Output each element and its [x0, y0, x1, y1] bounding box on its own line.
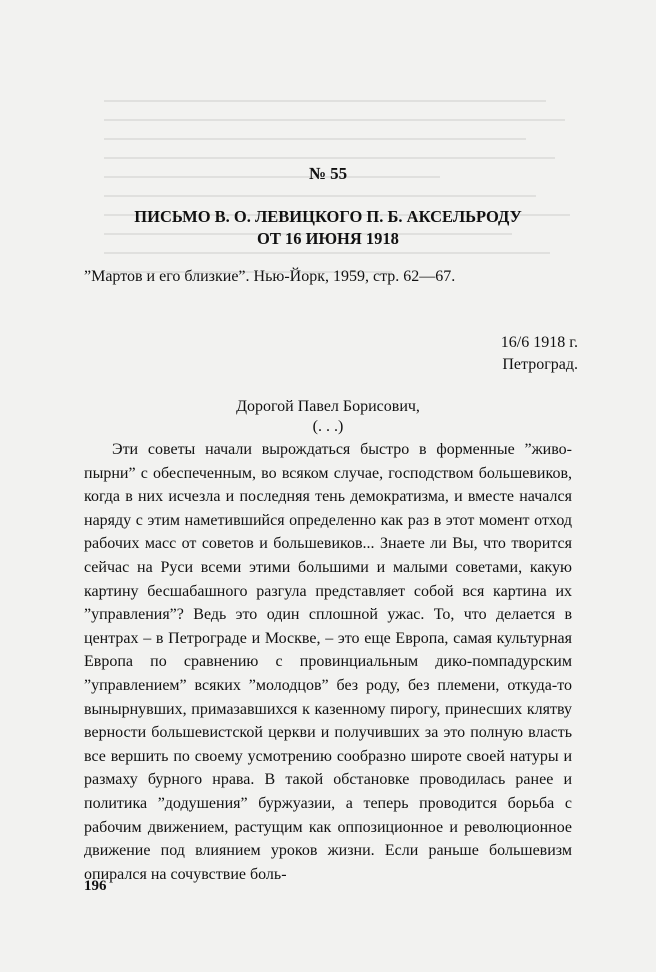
omission-mark: (. . .) — [312, 418, 344, 435]
letter-greeting: Дорогой Павел Борисович, — [236, 398, 420, 415]
document-title-line-2: ОТ 16 ИЮНЯ 1918 — [257, 229, 399, 248]
letter-date: 16/6 1918 г. — [500, 334, 578, 351]
document-title — [0, 206, 656, 250]
letter-body: Эти советы начали вырождаться быстро в форменные ”живопырни” с обеспеченным, во всяком случае, господством большевиков, когда в них исчезла и последняя тень демократизма, и вместе начался наряду с этим наметившийся определенно как раз в этот момент отход рабочих масс от советов и большевиков... Знаете ли Вы, что творится сейчас на Руси всеми этими большими и малыми советами, какую картину бесшабашного разгула представляет собой вся картина их ”управления”? Ведь это один сплошной ужас. То, что делается в центрах – в Петрограде и Москве, – это еще Европа, самая культурная Европа по сравнению с провинциальным дико-помпадурским ”управлением” всяких ”молодцов” без роду, без племени, откуда-то вынырнувших, примазавшихся к казенному пирогу, принесших клятву верности большевистской церкви и получивших за это полную власть все вершить по своему усмотрению сообразно широте своей натуры и размаху бурного нрава. В такой обстановке проводилась ранее и политика ”додушения” буржуазии, а теперь проводится борьба с рабочим движением, растущим как оппозиционное и революционное движение под влиянием уроков жизни. Если раньше большевизм опирался на сочувствие боль- — [84, 441, 572, 883]
document-number: № 55 — [308, 164, 348, 183]
page-number: 196 — [84, 878, 107, 894]
document-source: ”Мартов и его близкие”. Нью-Йорк, 1959, стр. 62—67. — [84, 268, 456, 285]
date-place-block — [501, 332, 578, 376]
document-title-line-1: ПИСЬМО В. О. ЛЕВИЦКОГО П. Б. АКСЕЛЬРОДУ — [134, 207, 522, 226]
letter-place: Петроград. — [502, 356, 578, 373]
